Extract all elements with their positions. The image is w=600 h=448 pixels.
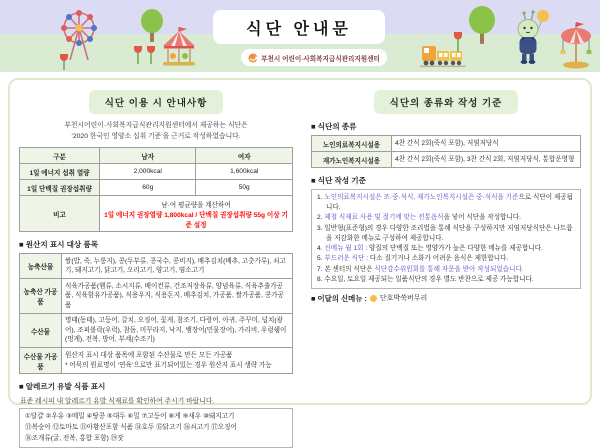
intro-line-2: ’2020 한국인 영양소 섭취 기준’을 근거로 작성하였습니다. xyxy=(71,132,241,140)
origin-content-agri xyxy=(62,254,293,279)
rule-text: 을 넣어 식단을 작성합니다. xyxy=(443,214,522,222)
rule-highlight: 부드러운 식단 xyxy=(324,255,365,263)
origin-content-agri-processed xyxy=(62,279,293,314)
swing-carousel-icon xyxy=(554,22,598,70)
rule-text: 일반형(표준형)의 경우 다양한 조리법을 통해 식단을 구성하지만 저염저당식단은 나트륨을 저감화한 메뉴로 구성하여 제공합니다. xyxy=(324,224,573,242)
row-label-note: 비고 xyxy=(20,196,100,232)
org-name: 부천시 어린이·사회복지급식관리지원센터 xyxy=(261,55,380,63)
right-section-title: 식단의 종류와 작성 기준 xyxy=(374,90,519,114)
rule-highlight: 제철 식재료 사용 및 절기에 맞는 전통음식 xyxy=(324,214,444,222)
allergy-line-2: ⑪복숭아 ⑫토마토 ⑬아황산포함 식품 ⑭호두 ⑮닭고기 ⑯쇠고기 ⑰오징어 xyxy=(25,423,237,431)
tulip-icon xyxy=(58,52,70,72)
type-content-medical: 4찬 간식 2회(죽식 포함), 저염저당식 xyxy=(391,136,580,152)
rule-text: 으로 식단이 제공됩니다. xyxy=(325,194,574,212)
note-line-2-red: 1일 에너지 권장열량 1,800kcal / 단백질 권장섭취량 55g 이상 기준 설정 xyxy=(104,211,288,229)
table-row xyxy=(311,152,580,168)
col-header-female: 여자 xyxy=(196,148,293,164)
protein-female-value: 50g xyxy=(196,180,293,196)
tulip-pair-icon xyxy=(132,44,158,66)
table-row xyxy=(20,254,293,279)
origin-label-agri: 농축산물 xyxy=(20,254,62,279)
table-row xyxy=(311,136,580,152)
new-menu-value: 단호박쑥버무리 xyxy=(379,295,428,303)
type-label-home: 재가노인복지시설용 xyxy=(311,152,391,168)
table-row xyxy=(20,313,293,348)
table-row xyxy=(20,279,293,314)
diet-rule-5 xyxy=(317,254,575,264)
header-banner xyxy=(0,0,600,72)
org-logo-icon xyxy=(248,53,258,63)
rule-number: 8. xyxy=(316,275,325,283)
col-header-gubun: 구분 xyxy=(20,148,100,164)
diet-rule-2 xyxy=(317,213,575,223)
diet-rule-8 xyxy=(317,275,575,285)
rule-text: 수요일, 토요일 제공되는 일품식단의 경우 별도 반찬으로 제공 가능합니다. xyxy=(324,275,534,283)
origin-table xyxy=(19,253,293,374)
origin-label-seafood: 수산물 xyxy=(20,313,62,348)
rule-number: 1. xyxy=(316,194,325,201)
rule-highlight: 신메뉴 월 1회 xyxy=(324,245,364,253)
new-menu-label: ■ 이달의 신메뉴 : xyxy=(310,293,367,303)
origin-content-seafood xyxy=(62,313,293,348)
table-row xyxy=(20,180,293,196)
row-label-energy: 1일 에너지 섭취 열량 xyxy=(20,164,100,180)
origin-label-agri-processed: 농축산 가공품 xyxy=(20,279,62,314)
tulip-icon xyxy=(452,30,464,54)
note-cell xyxy=(100,196,293,232)
rule-number: 2. xyxy=(316,214,325,222)
menu-types-table xyxy=(311,135,581,168)
new-menu-line xyxy=(311,293,581,304)
page-title xyxy=(213,10,385,44)
table-row xyxy=(20,348,293,374)
nutrition-header-row xyxy=(20,148,293,164)
content-frame xyxy=(8,78,592,442)
rules-box xyxy=(311,189,581,289)
org-logo xyxy=(241,49,387,66)
origin-content-text: 원산지 표시 대상 품목에 포함된 수산물로 만든 모든 가공품 xyxy=(65,352,233,360)
col-header-male: 남자 xyxy=(100,148,196,164)
allergy-heading: ■ 알레르기 유발 식품 표시 xyxy=(19,382,106,392)
origin-content-text: 식육가공품(햄류, 소시지류, 베이컨류, 건조저장육류, 양념육류, 식육추출가공품, 식육함유가공품), 식용우지, 식용돈지, 배추김치, 가공품, 쌀가공품, 콩가공품 xyxy=(65,282,284,309)
diet-rule-7 xyxy=(317,265,575,275)
diet-rule-3 xyxy=(317,224,575,244)
intro-text xyxy=(19,121,293,142)
rule-number: 5. xyxy=(316,255,325,263)
right-column xyxy=(302,80,590,403)
rule-number: 3. xyxy=(316,224,325,232)
protein-male-value: 60g xyxy=(100,180,196,196)
allergy-desc: 표준 레시피 내 알레르기 유발 식재료를 확인하여 주시기 바랍니다. xyxy=(20,398,215,406)
origin-label-seafood-processed: 수산물 가공품 xyxy=(20,348,62,374)
type-content-home: 4찬 간식 2회(죽식 포함), 3찬 간식 2회, 저염저당식, 통합운영형 xyxy=(391,152,580,168)
allergy-line-3: ⑱조개류(굴, 전복, 홍합 포함) ⑲잣 xyxy=(25,434,124,442)
carousel-tent-icon xyxy=(160,26,198,68)
intro-line-1: 부천시어린이·사회복지급식관리지원센터에서 제공하는 식단은 xyxy=(64,122,248,129)
diet-rule-4 xyxy=(317,244,575,254)
nutrition-table xyxy=(19,147,293,232)
rule-text: : 양질의 단백질 또는 영양가가 높은 다양한 메뉴를 제공합니다. xyxy=(363,245,543,253)
left-column xyxy=(10,80,302,442)
tree-icon xyxy=(468,6,496,46)
mascot-character-icon xyxy=(512,8,550,66)
page-title-text: 식단 안내문 xyxy=(246,20,352,38)
table-row xyxy=(20,196,293,232)
origin-content-seafood-processed xyxy=(62,348,293,374)
rule-number: 4. xyxy=(316,245,325,253)
rule-text: 본 센터의 식단은 xyxy=(324,265,375,273)
diet-rule-1 xyxy=(317,193,575,213)
table-row xyxy=(20,164,293,180)
note-line-1: 남·여 평균량을 계산하여 xyxy=(161,201,231,209)
rules-heading: ■ 식단 작성 기준 xyxy=(310,176,366,185)
energy-female-value: 1,600kcal xyxy=(196,164,293,180)
pumpkin-dot-icon xyxy=(370,295,377,302)
rule-highlight: 식단감수위원회를 통해 자문을 받아 작성되었습니다. xyxy=(374,265,524,273)
allergy-list-box xyxy=(19,408,293,448)
row-label-protein: 1일 단백질 권장섭취량 xyxy=(20,180,100,196)
type-label-medical: 노인의료복지시설용 xyxy=(311,136,391,152)
origin-content-text: 쌀(밥, 죽, 누룽지), 콩(두부류, 콩국수, 콩비지), 배추김치(배추, 고춧가루), 쇠고기, 돼지고기, 닭고기, 오리고기, 양고기, 염소고기 xyxy=(65,257,286,275)
allergy-line-1: ①달걀 ②우유 ③메밀 ④땅콩 ⑤대두 ⑥밀 ⑦고등어 ⑧게 ⑨새우 ⑩돼지고기 xyxy=(25,413,235,421)
menu-types-heading: ■ 식단의 종류 xyxy=(310,122,357,131)
rule-text: : 다소 질기거나 소화가 어려운 음식은 제한합니다. xyxy=(364,255,509,263)
origin-heading: ■ 원산지 표시 대상 품목 xyxy=(19,240,99,250)
left-section-title: 식단 이용 시 안내사항 xyxy=(89,90,224,114)
rule-number: 7. xyxy=(316,265,325,273)
origin-content-text: 명태(동태), 고등어, 갈치, 오징어, 꽃게, 참조기, 다랑어, 아귀, 주꾸미, 넙치(광어), 조피볼락(우럭), 참돔, 미꾸라지, 낙지, 뱀장어(민물장어), 가리비, 우렁쉥이(멍게), 전복, 방어, 부세(수조기) xyxy=(65,317,287,344)
origin-content-note: * 어묵의 원료명이 ‘연육’으로만 표기되어있는 경우 원산지 표시 생략 가능 xyxy=(65,361,272,369)
rule-highlight: 노인의료복지시설은 조·중·석식, 재가노인복지시설은 중·석식을 기준 xyxy=(324,194,519,201)
energy-male-value: 2,000kcal xyxy=(100,164,196,180)
